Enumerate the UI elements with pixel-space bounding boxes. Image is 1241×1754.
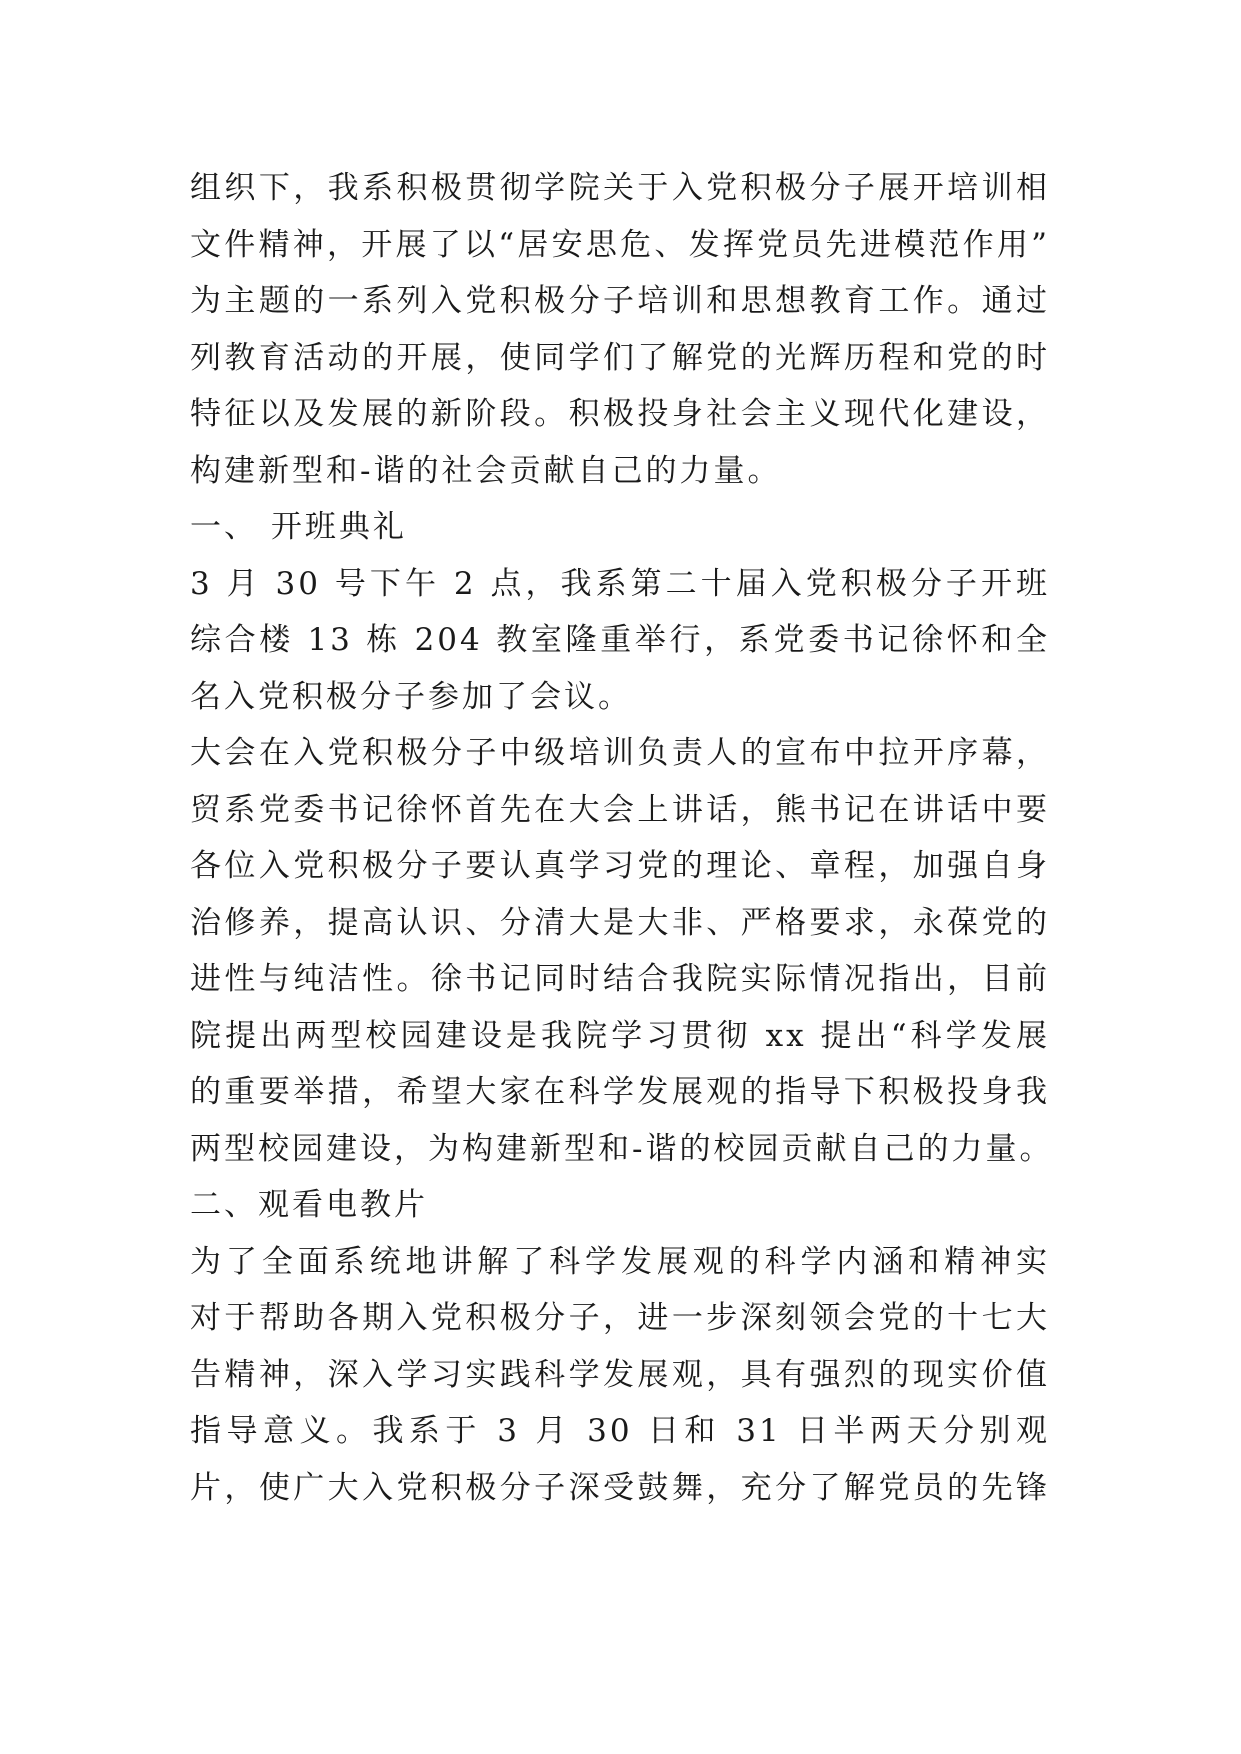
paragraph-line: 名入党积极分子参加了会议。 bbox=[190, 678, 632, 715]
paragraph-line: 片，使广大入党积极分子深受鼓舞，充分了解党员的先锋 bbox=[190, 1469, 1050, 1506]
paragraph-line: 构建新型和-谐的社会贡献自己的力量。 bbox=[190, 452, 782, 489]
paragraph-line: 进性与纯洁性。徐书记同时结合我院实际情况指出，目前 bbox=[190, 961, 1050, 997]
paragraph-line: 两型校园建设，为构建新型和-谐的校园贡献自己的力量。 bbox=[190, 1130, 1054, 1167]
paragraph-line: 列教育活动的开展，使同学们了解党的光辉历程和党的时 bbox=[190, 339, 1050, 376]
paragraph-line: 文件精神，开展了以“居安思危、发挥党员先进模范作用” bbox=[190, 226, 1050, 263]
document-body bbox=[190, 160, 1054, 1516]
paragraph-line: 各位入党积极分子要认真学习党的理论、章程，加强自身 bbox=[190, 848, 1050, 884]
paragraph-line: 大会在入党积极分子中级培训负责人的宣布中拉开序幕， bbox=[190, 735, 1050, 771]
paragraph-line: 院提出两型校园建设是我院学习贯彻 xx 提出“科学发展 bbox=[190, 1017, 1050, 1054]
paragraph-line: 为主题的一系列入党积极分子培训和思想教育工作。通过 bbox=[190, 283, 1050, 319]
paragraph-line: 组织下，我系积极贯彻学院关于入党积极分子展开培训相 bbox=[190, 170, 1050, 206]
paragraph-line: 3 月 30 号下午 2 点，我系第二十届入党积极分子开班 bbox=[190, 565, 1050, 602]
section-heading-opening-ceremony: 一、 开班典礼 bbox=[190, 509, 407, 545]
paragraph-line: 综合楼 13 栋 204 教室隆重举行，系党委书记徐怀和全 bbox=[190, 622, 1050, 658]
paragraph-line: 指导意义。我系于 3 月 30 日和 31 日半两天分别观 bbox=[190, 1413, 1050, 1449]
section-heading-watch-film: 二、观看电教片 bbox=[190, 1187, 428, 1223]
paragraph-line: 为了全面系统地讲解了科学发展观的科学内涵和精神实 bbox=[190, 1243, 1050, 1280]
paragraph-line: 特征以及发展的新阶段。积极投身社会主义现代化建设， bbox=[190, 396, 1050, 432]
paragraph-line: 对于帮助各期入党积极分子，进一步深刻领会党的十七大 bbox=[190, 1300, 1050, 1336]
paragraph-line: 告精神，深入学习实践科学发展观，具有强烈的现实价值 bbox=[190, 1356, 1050, 1393]
paragraph-line: 贸系党委书记徐怀首先在大会上讲话，熊书记在讲话中要 bbox=[190, 791, 1050, 828]
paragraph-line: 的重要举措，希望大家在科学发展观的指导下积极投身我 bbox=[190, 1074, 1050, 1110]
paragraph-line: 治修养，提高认识、分清大是大非、严格要求，永葆党的 bbox=[190, 904, 1050, 941]
